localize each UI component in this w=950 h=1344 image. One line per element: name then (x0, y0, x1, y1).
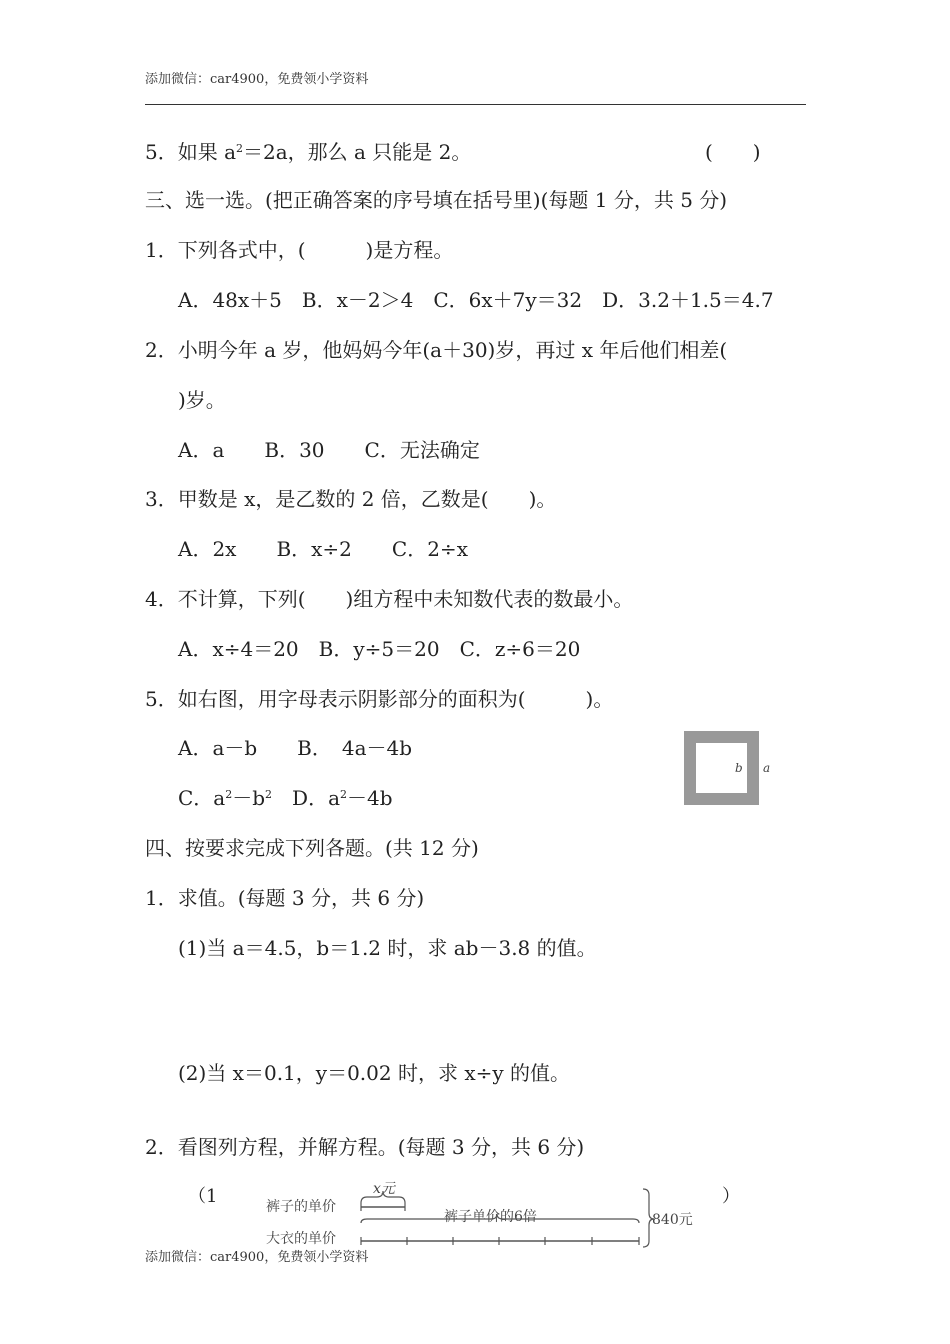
tf-q5-answer-paren[interactable]: ( ) (705, 140, 761, 164)
section3-title: 三、选一选。(把正确答案的序号填在括号里)(每题 1 分，共 5 分) (145, 188, 728, 212)
shaded-square-figure (684, 731, 759, 805)
line-segment-diagram (355, 1185, 655, 1255)
header-divider (145, 104, 806, 105)
s3-q4-stem: 4．不计算，下列( )组方程中未知数代表的数最小。 (145, 587, 634, 611)
pants-brace (361, 1191, 405, 1203)
footer-text: 添加微信：car4900，免费领小学资料 (145, 1250, 369, 1265)
s3-q1-stem: 1．下列各式中，( )是方程。 (145, 238, 454, 262)
s4-q2-close-paren: ） (722, 1186, 740, 1207)
section4-title: 四、按要求完成下列各题。(共 12 分) (145, 836, 479, 860)
total-brace (643, 1189, 654, 1247)
s3-q5-stem: 5．如右图，用字母表示阴影部分的面积为( )。 (145, 687, 614, 711)
s3-q5-d-pre: D．a (272, 786, 341, 810)
s4-q2-stem: 2．看图列方程，并解方程。(每题 3 分，共 6 分) (145, 1135, 585, 1159)
s4-q1-part1: (1)当 a＝4.5，b＝1.2 时，求 ab－3.8 的值。 (178, 936, 597, 960)
tf-question-5 (145, 139, 471, 165)
coat-brace (361, 1214, 639, 1223)
s3-q2-options: A．a B．30 C．无法确定 (178, 438, 480, 462)
s3-q3-stem: 3．甲数是 x，是乙数的 2 倍，乙数是( )。 (145, 487, 557, 511)
figure-label-b: b (735, 761, 743, 775)
figure-label-a: a (763, 761, 771, 775)
s3-q5-c-mid: －b (232, 786, 266, 810)
s4-q1-part2: (2)当 x＝0.1，y＝0.02 时，求 x÷y 的值。 (178, 1061, 571, 1085)
header-text: 添加微信：car4900，免费领小学资料 (145, 72, 369, 87)
s3-q5-d-exp: 2 (340, 788, 348, 801)
s3-q5-d-post: －4b (347, 786, 393, 810)
tf-q5-after: ＝2a，那么 a 只能是 2。 (243, 140, 472, 164)
s3-q5-c-pre: C．a (178, 786, 226, 810)
tf-q5-exponent: 2 (236, 142, 244, 155)
diagram-row1-label: 裤子的单价 (266, 1199, 336, 1215)
tf-q5-before: 5．如果 a (145, 140, 237, 164)
s4-q2-sub-label: （1 (188, 1186, 218, 1207)
s3-q2-stem-line1: 2．小明今年 a 岁，他妈妈今年(a＋30)岁，再过 x 年后他们相差( (145, 338, 728, 362)
s3-q5-option-ab: A．a－b B． 4a－4b (178, 736, 413, 760)
diagram-row2-brace-label: 裤子单价的6倍 (444, 1209, 537, 1225)
s3-q3-options: A．2x B．x÷2 C．2÷x (178, 537, 468, 561)
s3-q4-options: A．x÷4＝20 B．y÷5＝20 C．z÷6＝20 (178, 637, 581, 661)
s3-q5-option-cd (178, 785, 393, 811)
s4-q1-stem: 1．求值。(每题 3 分，共 6 分) (145, 886, 425, 910)
diagram-row2-label: 大衣的单价 (266, 1231, 336, 1247)
diagram-row1-value: x元 (373, 1181, 395, 1197)
s3-q2-stem-line2: )岁。 (178, 388, 226, 412)
s3-q1-options: A．48x＋5 B．x－2＞4 C．6x＋7y＝32 D．3.2＋1.5＝4.7 (178, 288, 774, 312)
s3-q5-c-exp1: 2 (225, 788, 233, 801)
diagram-total: 840元 (652, 1212, 693, 1228)
s3-q5-c-exp2: 2 (265, 788, 273, 801)
